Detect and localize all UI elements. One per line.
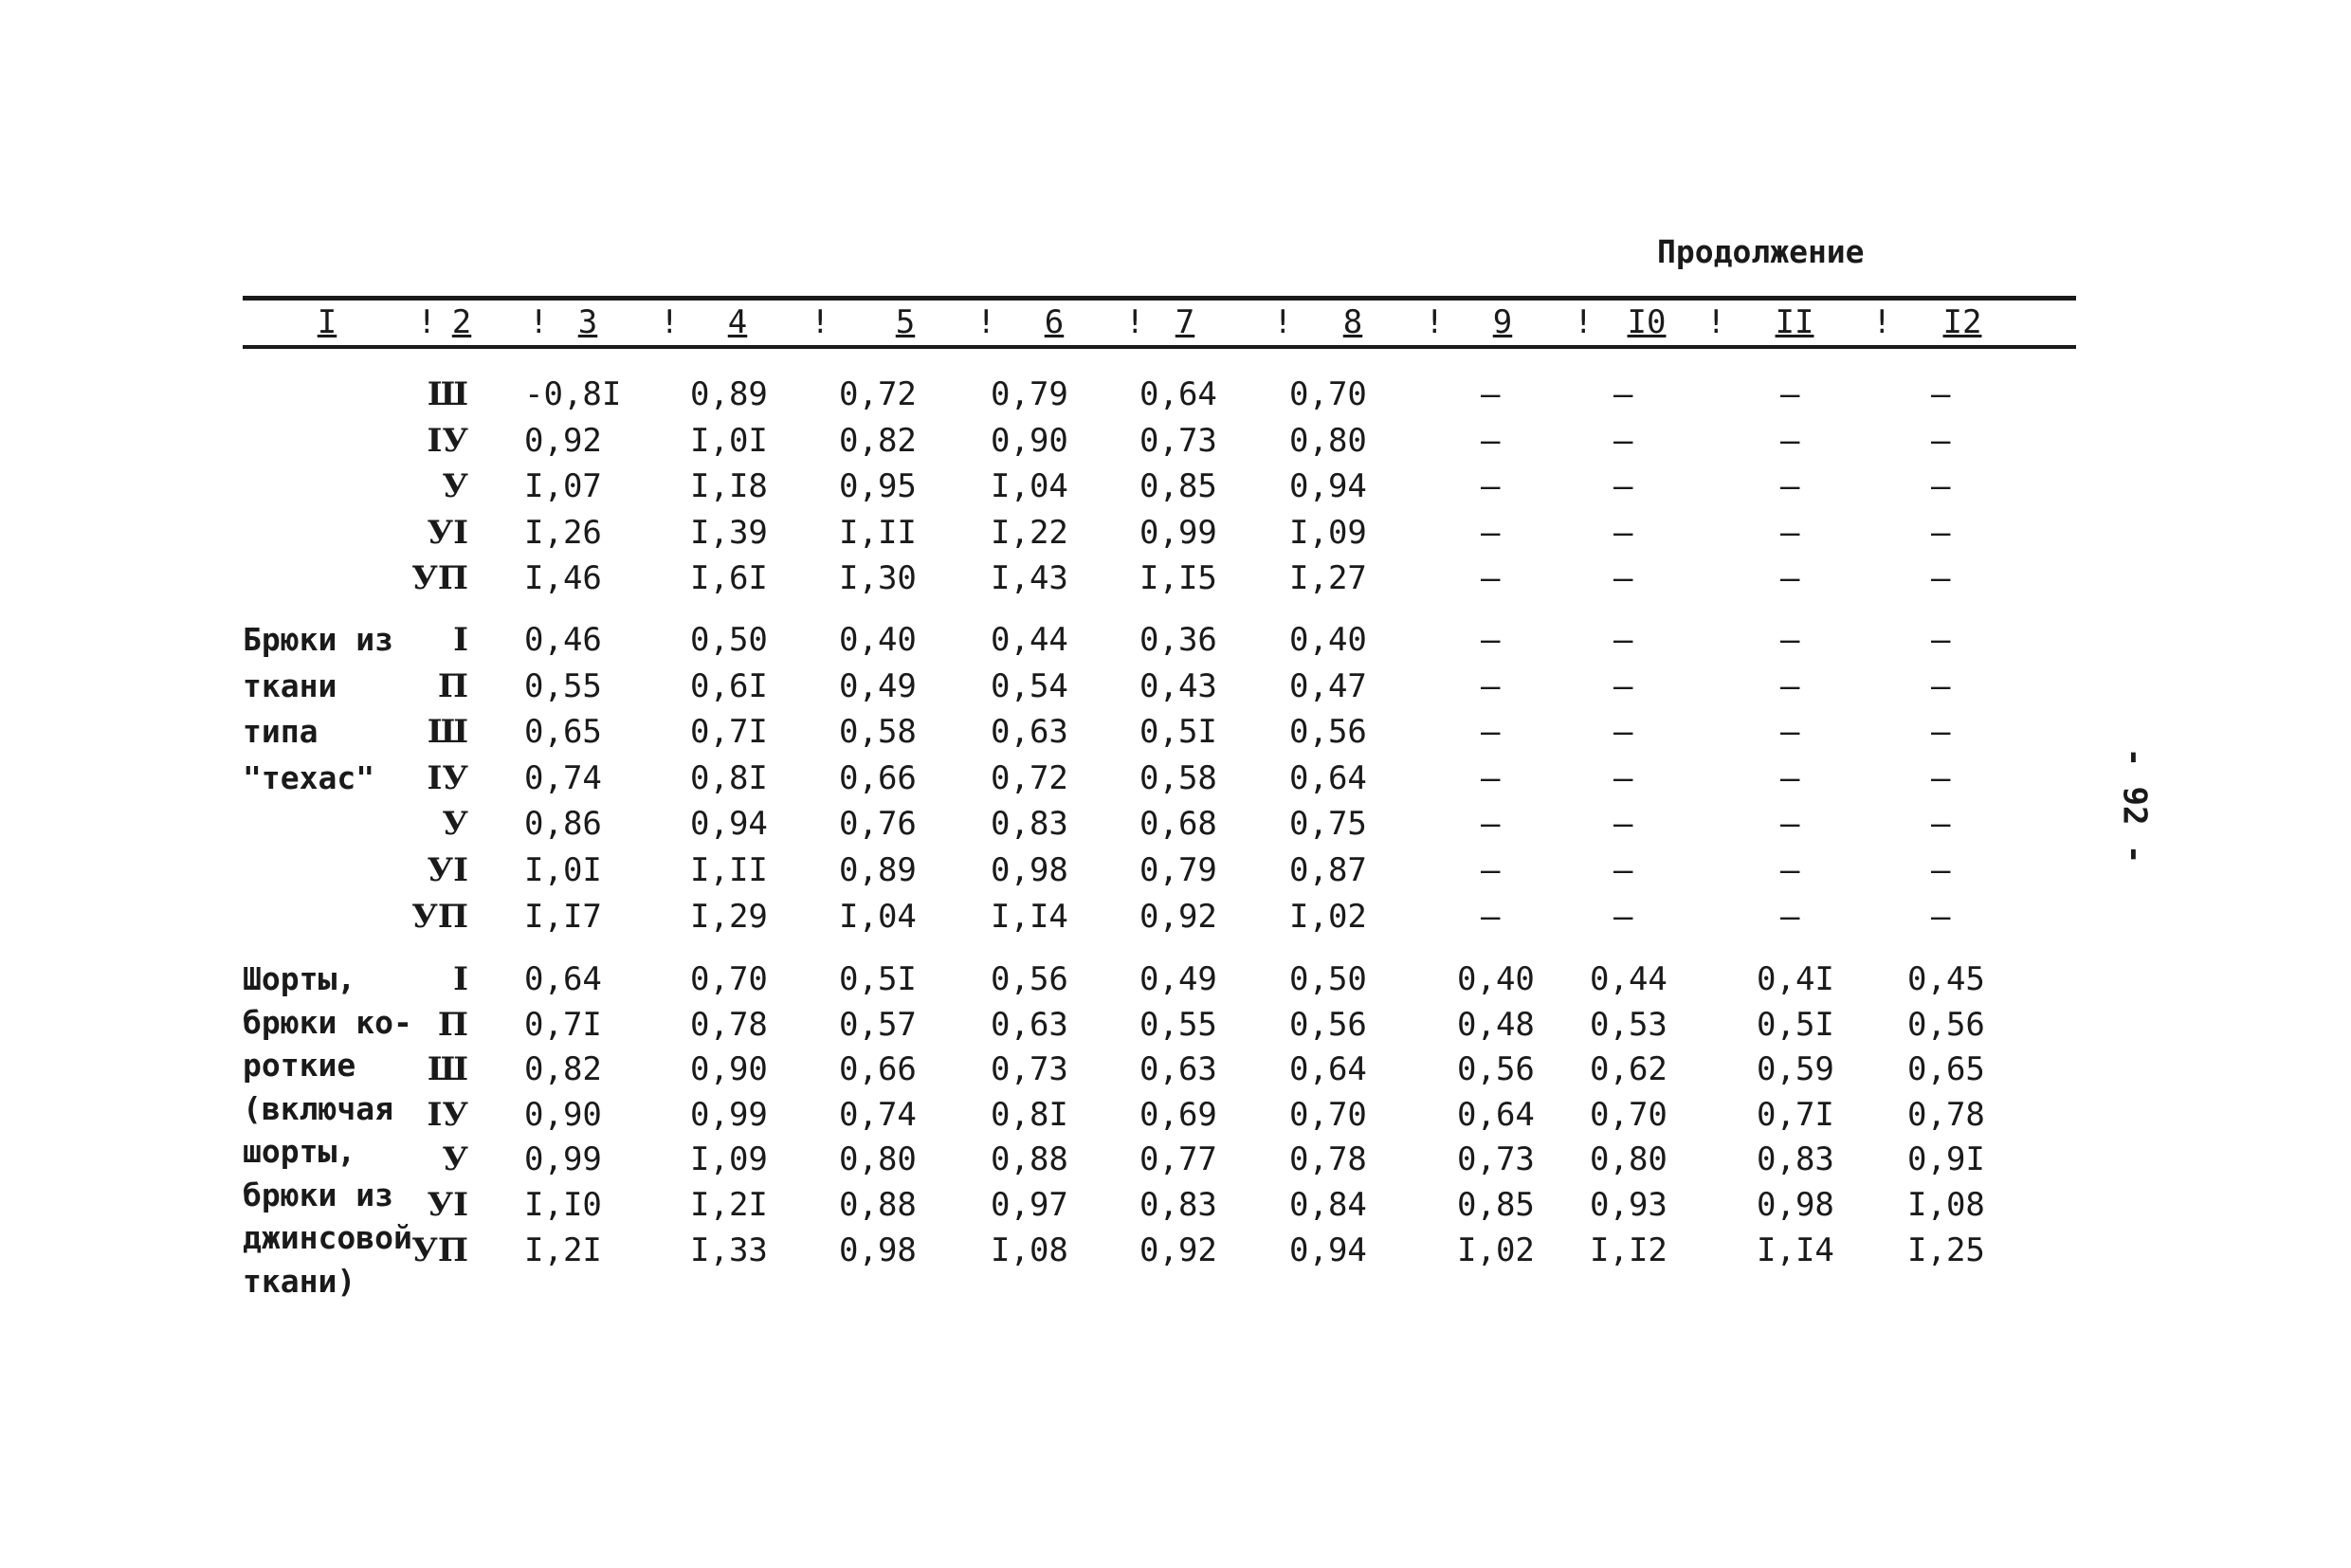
table-cell: 0,70 [1289, 1095, 1367, 1134]
table-cell: 0,80 [1289, 421, 1367, 460]
table-cell: 0,5I [1139, 713, 1217, 752]
size-mark: УП [411, 559, 468, 598]
column-header: 9 [1492, 303, 1513, 341]
size-mark: Ш [427, 1050, 468, 1089]
column-header: I2 [1942, 303, 1982, 341]
column-separator: ! [1706, 303, 1726, 341]
size-mark: Ш [427, 375, 468, 413]
table-cell: 0,64 [1457, 1095, 1535, 1134]
table-cell: 0,40 [1289, 621, 1367, 659]
continuation-label: Продолжение [1657, 233, 1865, 270]
table-cell: – [1931, 513, 1951, 552]
size-mark: У [442, 1140, 468, 1179]
table-cell: 0,93 [1590, 1186, 1668, 1224]
table-cell: I,22 [991, 513, 1068, 552]
row-group-label: шорты, [243, 1133, 356, 1170]
size-mark: УI [427, 513, 468, 552]
column-separator: ! [811, 303, 830, 341]
row-group-label: типа [243, 713, 319, 751]
table-cell: 0,95 [839, 467, 917, 506]
table-cell: 0,66 [839, 1050, 917, 1089]
table-cell: 0,64 [1289, 758, 1367, 797]
table-cell: I,I7 [524, 897, 602, 936]
table-header-rule [243, 345, 2076, 349]
table-cell: I,I0 [524, 1186, 602, 1224]
table-cell: – [1780, 467, 1800, 506]
table-cell: – [1481, 805, 1501, 844]
size-mark: УI [427, 851, 468, 889]
table-cell: 0,82 [839, 421, 917, 460]
table-cell: 0,40 [839, 621, 917, 659]
table-cell: I,II [839, 513, 917, 552]
table-cell: 0,46 [524, 621, 602, 659]
row-group-label: Шорты, [243, 960, 356, 997]
table-cell: 0,56 [991, 960, 1068, 998]
table-cell: 0,73 [991, 1050, 1068, 1089]
table-cell: 0,92 [524, 421, 602, 460]
table-cell: – [1613, 713, 1633, 752]
table-cell: 0,94 [690, 805, 768, 844]
table-cell: 0,56 [1289, 1005, 1367, 1044]
table-cell: 0,84 [1289, 1186, 1367, 1224]
table-cell: 0,43 [1139, 666, 1217, 705]
table-cell: 0,86 [524, 805, 602, 844]
column-header: 4 [727, 303, 748, 341]
table-cell: 0,85 [1139, 467, 1217, 506]
table-cell: 0,78 [1289, 1140, 1367, 1179]
table-cell: 0,9I [1907, 1140, 1985, 1179]
table-cell: 0,83 [1757, 1140, 1834, 1179]
table-cell: 0,65 [1907, 1050, 1985, 1089]
table-cell: – [1780, 851, 1800, 889]
table-cell: – [1931, 713, 1951, 752]
table-cell: I,08 [991, 1231, 1068, 1269]
table-cell: I,25 [1907, 1231, 1985, 1269]
table-cell: 0,92 [1139, 1231, 1217, 1269]
table-cell: I,II [690, 851, 768, 889]
table-cell: 0,65 [524, 713, 602, 752]
column-header: 5 [895, 303, 916, 341]
row-group-label: ткани [243, 666, 337, 704]
row-group-label: ткани) [243, 1262, 356, 1300]
table-cell: – [1613, 758, 1633, 797]
table-cell: – [1481, 713, 1501, 752]
table-cell: 0,80 [1590, 1140, 1668, 1179]
table-cell: 0,83 [991, 805, 1068, 844]
column-separator: ! [417, 303, 437, 341]
table-cell: I,04 [991, 467, 1068, 506]
table-cell: 0,63 [991, 713, 1068, 752]
column-separator: ! [529, 303, 549, 341]
table-cell: 0,89 [690, 375, 768, 413]
table-cell: – [1481, 559, 1501, 598]
table-cell: 0,49 [839, 666, 917, 705]
table-cell: 0,45 [1907, 960, 1985, 998]
size-mark: IУ [427, 1095, 468, 1134]
table-cell: – [1481, 375, 1501, 413]
table-cell: 0,85 [1457, 1186, 1535, 1224]
table-cell: 0,58 [839, 713, 917, 752]
table-cell: 0,36 [1139, 621, 1217, 659]
table-cell: 0,78 [690, 1005, 768, 1044]
table-cell: I,29 [690, 897, 768, 936]
column-header: 7 [1175, 303, 1195, 341]
table-cell: I,08 [1907, 1186, 1985, 1224]
column-separator: ! [976, 303, 996, 341]
table-cell: – [1481, 621, 1501, 659]
table-cell: 0,69 [1139, 1095, 1217, 1134]
size-mark: П [437, 1005, 468, 1044]
column-separator: ! [1425, 303, 1445, 341]
table-cell: 0,75 [1289, 805, 1367, 844]
table-cell: – [1931, 666, 1951, 705]
table-cell: I,43 [991, 559, 1068, 598]
table-cell: 0,89 [839, 851, 917, 889]
table-cell: – [1780, 559, 1800, 598]
table-cell: – [1931, 559, 1951, 598]
table-cell: 0,97 [991, 1186, 1068, 1224]
table-cell: -0,8I [524, 375, 622, 413]
column-header: I0 [1627, 303, 1667, 341]
table-cell: – [1613, 421, 1633, 460]
table-cell: 0,79 [1139, 851, 1217, 889]
table-cell: – [1931, 375, 1951, 413]
table-cell: I,39 [690, 513, 768, 552]
table-cell: 0,90 [690, 1050, 768, 1089]
table-cell: 0,64 [1139, 375, 1217, 413]
table-cell: 0,44 [991, 621, 1068, 659]
table-cell: 0,7I [690, 713, 768, 752]
table-cell: – [1613, 559, 1633, 598]
table-cell: 0,79 [991, 375, 1068, 413]
table-cell: 0,44 [1590, 960, 1668, 998]
table-cell: 0,47 [1289, 666, 1367, 705]
table-cell: I,0I [690, 421, 768, 460]
table-cell: I,26 [524, 513, 602, 552]
table-cell: – [1931, 758, 1951, 797]
table-cell: – [1931, 851, 1951, 889]
table-cell: I,07 [524, 467, 602, 506]
table-cell: – [1481, 897, 1501, 936]
table-cell: – [1931, 467, 1951, 506]
table-cell: 0,73 [1139, 421, 1217, 460]
table-cell: 0,90 [991, 421, 1068, 460]
table-cell: I,27 [1289, 559, 1367, 598]
table-cell: 0,77 [1139, 1140, 1217, 1179]
table-cell: 0,73 [1457, 1140, 1535, 1179]
table-cell: 0,58 [1139, 758, 1217, 797]
table-cell: – [1613, 897, 1633, 936]
table-cell: 0,83 [1139, 1186, 1217, 1224]
table-cell: I,I4 [1757, 1231, 1834, 1269]
table-cell: I,04 [839, 897, 917, 936]
size-mark: У [442, 467, 468, 506]
row-group-label: (включая [243, 1089, 393, 1127]
table-cell: – [1780, 666, 1800, 705]
size-mark: IУ [427, 421, 468, 460]
table-cell: 0,62 [1590, 1050, 1668, 1089]
table-cell: – [1613, 375, 1633, 413]
column-header: I [317, 303, 337, 341]
table-cell: I,6I [690, 559, 768, 598]
table-cell: – [1780, 897, 1800, 936]
table-cell: 0,90 [524, 1095, 602, 1134]
table-cell: – [1780, 375, 1800, 413]
table-cell: 0,55 [524, 666, 602, 705]
column-separator: ! [1273, 303, 1293, 341]
table-cell: – [1481, 758, 1501, 797]
page-number: - 92 - [2115, 747, 2154, 865]
table-cell: 0,94 [1289, 1231, 1367, 1269]
table-cell: 0,82 [524, 1050, 602, 1089]
table-cell: I,02 [1289, 897, 1367, 936]
table-cell: 0,6I [690, 666, 768, 705]
table-cell: 0,92 [1139, 897, 1217, 936]
column-header: 8 [1342, 303, 1363, 341]
row-group-label: джинсовой [243, 1219, 412, 1256]
table-cell: – [1613, 621, 1633, 659]
table-cell: 0,56 [1457, 1050, 1535, 1089]
table-cell: – [1613, 467, 1633, 506]
table-cell: 0,72 [839, 375, 917, 413]
table-cell: – [1931, 421, 1951, 460]
table-cell: – [1931, 805, 1951, 844]
table-cell: 0,88 [991, 1140, 1068, 1179]
size-mark: У [442, 805, 468, 844]
table-cell: 0,64 [1289, 1050, 1367, 1089]
table-cell: 0,8I [991, 1095, 1068, 1134]
table-cell: I,30 [839, 559, 917, 598]
table-cell: I,33 [690, 1231, 768, 1269]
table-cell: 0,49 [1139, 960, 1217, 998]
size-mark: УП [411, 897, 468, 936]
table-cell: 0,87 [1289, 851, 1367, 889]
column-header: 6 [1044, 303, 1065, 341]
table-cell: 0,5I [1757, 1005, 1834, 1044]
table-cell: I,I2 [1590, 1231, 1668, 1269]
table-cell: 0,59 [1757, 1050, 1834, 1089]
table-cell: 0,40 [1457, 960, 1535, 998]
table-cell: – [1613, 666, 1633, 705]
table-cell: 0,64 [524, 960, 602, 998]
table-cell: I,2I [690, 1186, 768, 1224]
table-cell: 0,8I [690, 758, 768, 797]
table-cell: – [1780, 621, 1800, 659]
column-header: 2 [451, 303, 472, 341]
table-cell: 0,99 [1139, 513, 1217, 552]
table-cell: 0,54 [991, 666, 1068, 705]
table-cell: 0,63 [1139, 1050, 1217, 1089]
table-cell: 0,72 [991, 758, 1068, 797]
table-cell: – [1613, 513, 1633, 552]
table-cell: 0,63 [991, 1005, 1068, 1044]
table-cell: 0,78 [1907, 1095, 1985, 1134]
table-cell: 0,99 [524, 1140, 602, 1179]
size-mark: I [453, 621, 468, 659]
table-cell: 0,70 [1590, 1095, 1668, 1134]
table-cell: – [1481, 421, 1501, 460]
table-cell: 0,50 [1289, 960, 1367, 998]
table-cell: – [1481, 467, 1501, 506]
table-cell: 0,70 [690, 960, 768, 998]
table-cell: I,I5 [1139, 559, 1217, 598]
table-cell: 0,56 [1289, 713, 1367, 752]
table-cell: 0,74 [839, 1095, 917, 1134]
row-group-label: Брюки из [243, 621, 393, 658]
table-cell: – [1780, 513, 1800, 552]
table-cell: – [1481, 513, 1501, 552]
table-cell: 0,7I [1757, 1095, 1834, 1134]
table-cell: 0,68 [1139, 805, 1217, 844]
table-cell: I,I8 [690, 467, 768, 506]
table-cell: – [1780, 805, 1800, 844]
table-cell: – [1613, 805, 1633, 844]
column-separator: ! [1872, 303, 1892, 341]
column-separator: ! [1125, 303, 1145, 341]
row-group-label: роткие [243, 1047, 356, 1084]
table-cell: – [1613, 851, 1633, 889]
table-cell: 0,57 [839, 1005, 917, 1044]
table-cell: 0,50 [690, 621, 768, 659]
table-cell: – [1931, 621, 1951, 659]
row-group-label: брюки ко- [243, 1003, 412, 1041]
column-separator: ! [1574, 303, 1594, 341]
table-cell: – [1481, 666, 1501, 705]
table-cell: 0,76 [839, 805, 917, 844]
table-cell: I,02 [1457, 1231, 1535, 1269]
size-mark: УП [411, 1231, 468, 1269]
table-cell: I,I4 [991, 897, 1068, 936]
table-cell: I,09 [1289, 513, 1367, 552]
size-mark: УI [427, 1186, 468, 1224]
table-cell: 0,53 [1590, 1005, 1668, 1044]
table-cell: – [1780, 421, 1800, 460]
table-cell: – [1780, 713, 1800, 752]
table-cell: – [1481, 851, 1501, 889]
table-top-rule [243, 296, 2076, 301]
table-cell: – [1931, 897, 1951, 936]
column-header: II [1775, 303, 1814, 341]
size-mark: Ш [427, 713, 468, 752]
table-cell: 0,56 [1907, 1005, 1985, 1044]
table-cell: 0,4I [1757, 960, 1834, 998]
table-cell: – [1780, 758, 1800, 797]
table-cell: 0,66 [839, 758, 917, 797]
table-cell: I,0I [524, 851, 602, 889]
table-cell: I,46 [524, 559, 602, 598]
table-cell: 0,5I [839, 960, 917, 998]
table-cell: 0,70 [1289, 375, 1367, 413]
table-cell: I,2I [524, 1231, 602, 1269]
table-cell: 0,55 [1139, 1005, 1217, 1044]
table-cell: 0,48 [1457, 1005, 1535, 1044]
table-cell: 0,88 [839, 1186, 917, 1224]
size-mark: IУ [427, 758, 468, 797]
column-separator: ! [660, 303, 680, 341]
column-header: 3 [577, 303, 598, 341]
table-cell: 0,99 [690, 1095, 768, 1134]
table-cell: 0,98 [1757, 1186, 1834, 1224]
table-cell: 0,98 [991, 851, 1068, 889]
row-group-label: "техас" [243, 758, 375, 796]
row-group-label: брюки из [243, 1176, 393, 1213]
size-mark: П [437, 666, 468, 705]
table-cell: 0,74 [524, 758, 602, 797]
size-mark: I [453, 960, 468, 998]
table-cell: 0,7I [524, 1005, 602, 1044]
table-cell: 0,94 [1289, 467, 1367, 506]
table-cell: 0,80 [839, 1140, 917, 1179]
table-cell: I,09 [690, 1140, 768, 1179]
table-cell: 0,98 [839, 1231, 917, 1269]
